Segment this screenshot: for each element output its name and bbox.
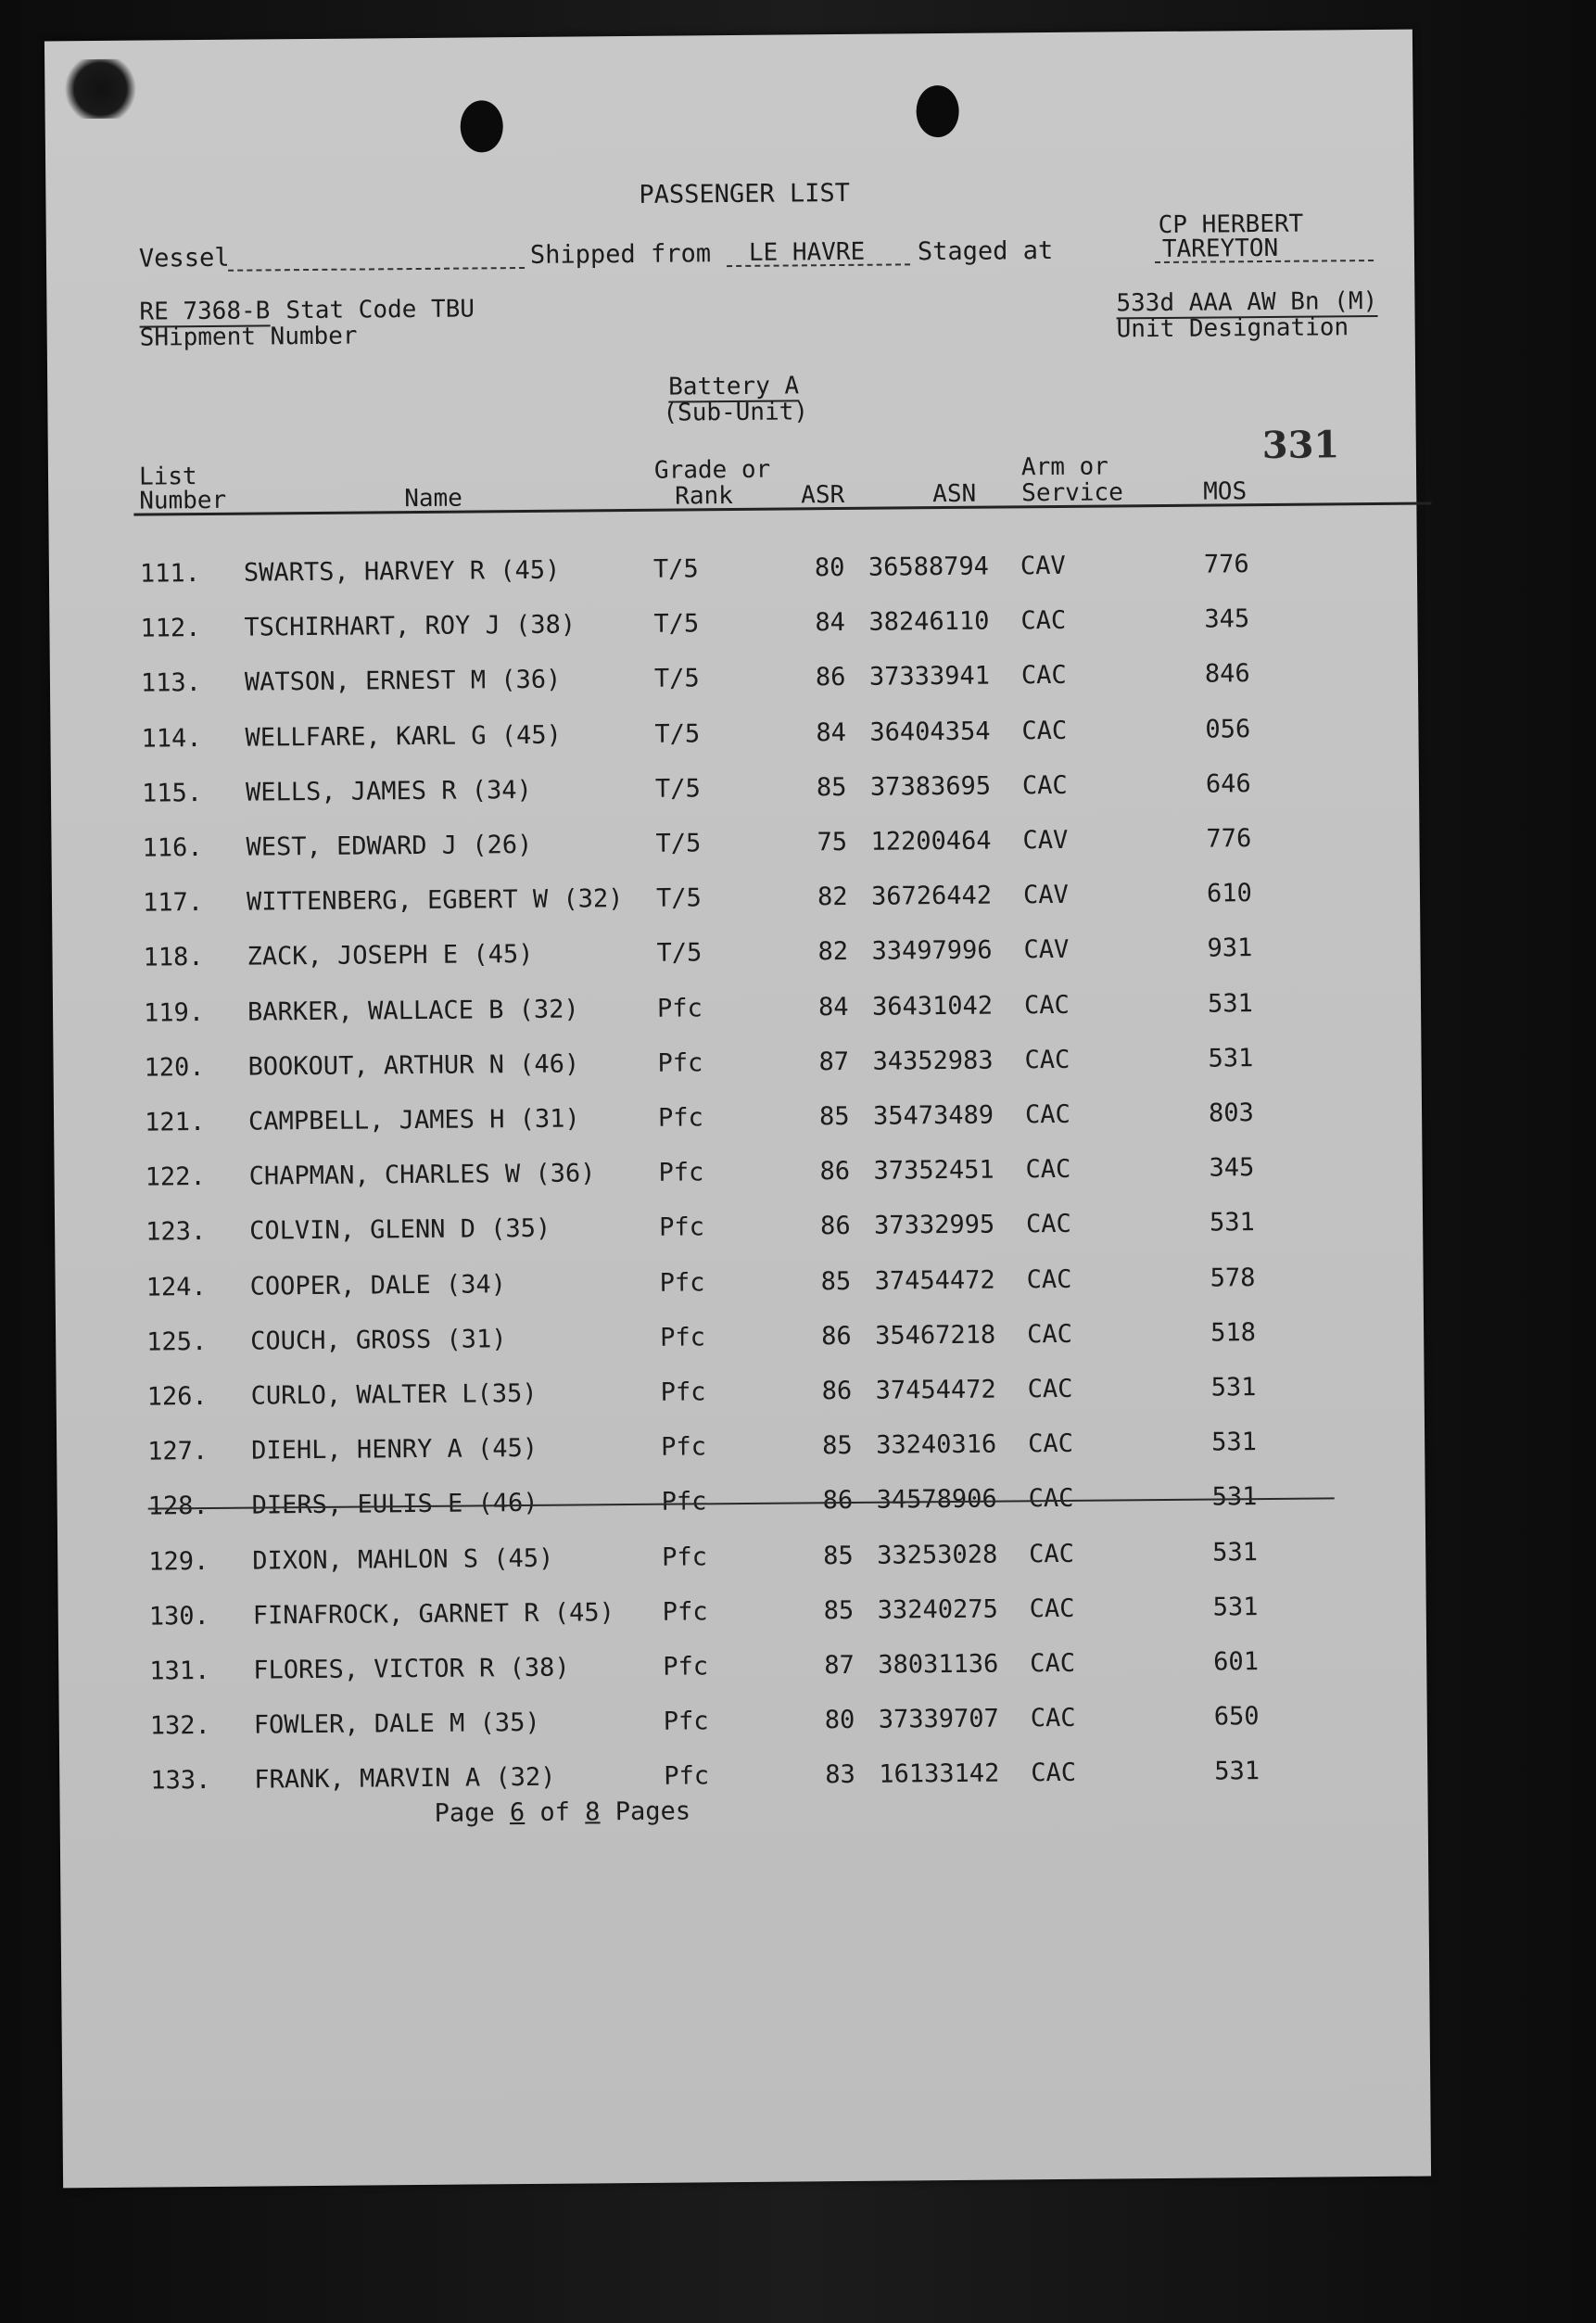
- col-arm-2: Service: [1021, 478, 1123, 508]
- cell-asn: 12200464: [870, 826, 992, 857]
- cell-asr: 83: [825, 1760, 855, 1790]
- cell-asn: 36431042: [871, 991, 994, 1022]
- cell-arm: CAC: [1030, 1704, 1076, 1733]
- cell-num: 123.: [146, 1217, 207, 1247]
- cell-rank: Pfc: [656, 993, 703, 1023]
- cell-num: 131.: [149, 1656, 210, 1686]
- cell-arm: CAC: [1028, 1484, 1074, 1514]
- vessel-label: Vessel: [138, 243, 230, 273]
- cell-asn: 33253028: [877, 1540, 998, 1570]
- cell-asn: 36404354: [869, 717, 991, 747]
- cell-arm: CAV: [1022, 881, 1069, 910]
- cell-arm: CAC: [1021, 770, 1068, 801]
- cell-name: BARKER, WALLACE B (32): [247, 995, 579, 1027]
- cell-arm: CAC: [1025, 1155, 1071, 1185]
- cell-name: FRANK, MARVIN A (32): [254, 1763, 556, 1795]
- cell-num: 113.: [140, 668, 202, 698]
- cell-asn: 34352983: [872, 1046, 994, 1076]
- cell-asr: 80: [814, 552, 845, 583]
- cell-mos: 345: [1204, 604, 1250, 634]
- cell-mos: 531: [1212, 1537, 1259, 1568]
- cell-asn: 33497996: [871, 935, 993, 967]
- cell-asr: 86: [821, 1321, 852, 1352]
- cell-mos: 531: [1209, 1208, 1256, 1238]
- cell-arm: CAC: [1023, 990, 1070, 1020]
- cell-mos: 610: [1206, 879, 1252, 908]
- cell-rank: Pfc: [661, 1487, 707, 1517]
- shipment-number-label: SHipment Number: [139, 322, 358, 352]
- cell-mos: 531: [1210, 1373, 1257, 1403]
- cell-num: 121.: [144, 1108, 206, 1137]
- cell-arm: CAC: [1028, 1429, 1074, 1459]
- cell-num: 119.: [143, 997, 205, 1028]
- vessel-fill-line: [228, 267, 525, 272]
- table-row: [59, 1756, 1427, 1822]
- cell-name: WELLS, JAMES R (34): [245, 775, 532, 807]
- cell-asr: 85: [822, 1431, 853, 1461]
- document-page: [44, 30, 1431, 2189]
- cell-name: DIEHL, HENRY A (45): [251, 1434, 538, 1466]
- cell-num: 132.: [149, 1711, 210, 1741]
- cell-asn: 37333941: [868, 661, 991, 692]
- cell-rank: Pfc: [657, 1048, 703, 1078]
- cell-name: SWARTS, HARVEY R (45): [243, 555, 561, 588]
- staged-at-label: Staged at: [917, 235, 1054, 267]
- cell-mos: 056: [1205, 714, 1251, 744]
- cell-arm: CAC: [1029, 1539, 1075, 1568]
- cell-arm: CAC: [1027, 1319, 1073, 1350]
- cell-arm: CAC: [1031, 1758, 1077, 1788]
- cell-mos: 931: [1207, 933, 1253, 963]
- document-title: PASSENGER LIST: [639, 178, 851, 209]
- cell-arm: CAC: [1020, 606, 1067, 636]
- cell-mos: 646: [1205, 768, 1251, 799]
- cell-name: WITTENBERG, EGBERT W (32): [246, 884, 624, 917]
- cell-num: 129.: [148, 1546, 209, 1577]
- cell-num: 130.: [148, 1601, 209, 1631]
- cell-asr: 86: [819, 1157, 851, 1187]
- cell-asn: 37454472: [874, 1265, 995, 1296]
- cell-asn: 37383695: [869, 771, 992, 802]
- cell-mos: 531: [1214, 1757, 1260, 1786]
- cell-asr: 86: [815, 663, 846, 692]
- cell-rank: Pfc: [657, 1103, 704, 1133]
- cell-asr: 87: [824, 1650, 855, 1681]
- cell-mos: 578: [1210, 1263, 1256, 1293]
- cell-rank: T/5: [654, 718, 701, 749]
- cell-rank: Pfc: [664, 1761, 710, 1792]
- cell-mos: 531: [1212, 1592, 1259, 1622]
- cell-name: DIERS, EULIS E (46): [251, 1489, 538, 1520]
- cell-num: 120.: [144, 1052, 205, 1083]
- unit-designation-value: 533d AAA AW Bn (M): [1116, 286, 1378, 318]
- cell-asr: 75: [817, 827, 848, 857]
- cell-asr: 85: [823, 1595, 855, 1626]
- cell-asn: 34578906: [876, 1484, 997, 1516]
- cell-mos: 531: [1208, 1043, 1254, 1073]
- cell-rank: T/5: [655, 829, 702, 858]
- cell-rank: T/5: [653, 664, 700, 694]
- cell-asr: 84: [816, 717, 847, 747]
- cell-asn: 38246110: [868, 606, 990, 637]
- cell-mos: 846: [1204, 659, 1250, 689]
- cell-asn: 37352451: [873, 1155, 994, 1186]
- cell-arm: CAC: [1027, 1374, 1073, 1404]
- cell-arm: CAC: [1026, 1264, 1072, 1294]
- cell-mos: 601: [1213, 1647, 1260, 1677]
- cell-rank: Pfc: [658, 1212, 705, 1243]
- cell-asr: 85: [823, 1541, 854, 1570]
- ink-blot: [63, 59, 138, 120]
- cell-arm: CAV: [1020, 551, 1066, 581]
- cell-name: COLVIN, GLENN D (35): [249, 1214, 551, 1246]
- cell-name: TSCHIRHART, ROY J (38): [244, 610, 576, 642]
- shipment-number-value: RE 7368-B: [139, 297, 271, 326]
- col-arm-1: Arm or: [1020, 452, 1109, 482]
- unit-designation-label: Unit Designation: [1116, 313, 1349, 344]
- cell-arm: CAC: [1024, 1099, 1070, 1130]
- cell-num: 124.: [146, 1272, 207, 1302]
- col-list-number-1: List: [138, 463, 197, 491]
- cell-rank: Pfc: [660, 1323, 706, 1352]
- col-grade-2: Rank: [675, 482, 733, 511]
- cell-asn: 33240316: [876, 1429, 997, 1460]
- cell-mos: 531: [1211, 1482, 1258, 1512]
- cell-num: 122.: [145, 1162, 206, 1192]
- cell-name: ZACK, JOSEPH E (45): [247, 940, 534, 972]
- col-list-number-2: Number: [139, 486, 227, 515]
- cell-asn: 38031136: [878, 1649, 999, 1680]
- cell-asr: 86: [819, 1212, 851, 1241]
- cell-num: 116.: [142, 833, 203, 863]
- header-rule: [133, 501, 1431, 515]
- stat-code: Stat Code TBU: [285, 295, 475, 325]
- cell-num: 127.: [147, 1437, 209, 1466]
- cell-asr: 82: [817, 882, 848, 912]
- cell-arm: CAC: [1024, 1045, 1070, 1075]
- cell-name: WELLFARE, KARL G (45): [245, 720, 562, 753]
- cell-asr: 86: [821, 1376, 853, 1406]
- cell-arm: CAC: [1025, 1210, 1072, 1239]
- cell-mos: 776: [1203, 550, 1249, 579]
- cell-mos: 650: [1213, 1702, 1260, 1732]
- cell-asr: 85: [818, 1101, 850, 1132]
- cell-name: CHAPMAN, CHARLES W (36): [248, 1159, 596, 1191]
- cell-asr: 82: [817, 937, 849, 967]
- cell-mos: 345: [1209, 1153, 1255, 1183]
- cell-arm: CAC: [1021, 716, 1068, 745]
- cell-asn: 33240275: [877, 1594, 998, 1625]
- cell-arm: CAV: [1022, 825, 1069, 856]
- cell-rank: T/5: [652, 554, 699, 584]
- cell-name: COOPER, DALE (34): [249, 1269, 507, 1301]
- punch-hole-right: [916, 85, 958, 137]
- cell-asn: 35473489: [872, 1100, 994, 1131]
- cell-arm: CAC: [1029, 1593, 1075, 1624]
- cell-asr: 87: [818, 1047, 850, 1077]
- cell-name: BOOKOUT, ARTHUR N (46): [247, 1049, 580, 1082]
- cell-name: COUCH, GROSS (31): [250, 1324, 507, 1356]
- cell-arm: CAV: [1023, 935, 1070, 965]
- cell-asn: 36588794: [868, 552, 990, 582]
- staged-at-value-line2: TAREYTON: [1161, 234, 1279, 263]
- cell-num: 115.: [141, 778, 203, 808]
- cell-name: WATSON, ERNEST M (36): [244, 666, 562, 698]
- cell-rank: Pfc: [662, 1542, 708, 1572]
- col-asn: ASN: [932, 479, 977, 509]
- cell-num: 118.: [143, 943, 204, 972]
- cell-mos: 531: [1211, 1428, 1258, 1457]
- cell-asn: 37454472: [875, 1375, 996, 1405]
- cell-rank: T/5: [655, 883, 702, 913]
- cell-mos: 518: [1210, 1317, 1257, 1348]
- cell-asn: 16133142: [879, 1758, 1000, 1790]
- shipped-from-value: LE HAVRE: [748, 237, 866, 267]
- sub-unit-value: Battery A: [668, 372, 800, 401]
- of-label: of: [539, 1797, 571, 1827]
- cell-asn: 36726442: [870, 881, 993, 911]
- cell-num: 111.: [139, 559, 201, 589]
- cell-num: 114.: [141, 723, 202, 754]
- cell-mos: 803: [1208, 1098, 1254, 1128]
- cell-num: 133.: [150, 1766, 211, 1796]
- page-current: 6: [509, 1798, 526, 1828]
- cell-rank: Pfc: [658, 1158, 704, 1187]
- cell-num: 117.: [142, 888, 204, 918]
- cell-rank: Pfc: [660, 1377, 706, 1407]
- cell-asr: 86: [822, 1486, 854, 1516]
- cell-rank: T/5: [656, 938, 703, 969]
- cell-name: FOWLER, DALE M (35): [253, 1708, 540, 1740]
- staged-at-value-line1: CP HERBERT: [1158, 209, 1304, 240]
- cell-asn: 37332995: [873, 1210, 995, 1241]
- page-footer: [434, 1796, 690, 1827]
- cell-asr: 84: [817, 992, 849, 1022]
- cell-rank: Pfc: [659, 1267, 705, 1298]
- cell-mos: 531: [1207, 988, 1253, 1019]
- col-name: Name: [404, 484, 462, 514]
- cell-rank: Pfc: [662, 1597, 708, 1627]
- cell-asr: 85: [816, 772, 847, 803]
- col-mos: MOS: [1203, 477, 1248, 506]
- cell-asn: 37339707: [878, 1704, 999, 1734]
- cell-name: WEST, EDWARD J (26): [246, 830, 533, 862]
- cell-name: CAMPBELL, JAMES H (31): [247, 1104, 580, 1136]
- cell-asr: 84: [815, 608, 846, 638]
- cell-asr: 80: [824, 1706, 855, 1735]
- cell-name: CURLO, WALTER L(35): [250, 1378, 538, 1411]
- cell-rank: T/5: [653, 609, 700, 639]
- cell-arm: CAC: [1030, 1648, 1076, 1679]
- cell-rank: T/5: [654, 774, 701, 804]
- cell-rank: Pfc: [663, 1652, 709, 1682]
- col-grade-1: Grade or: [653, 455, 771, 485]
- punch-hole-left: [460, 100, 502, 152]
- cell-rank: Pfc: [661, 1432, 707, 1462]
- cell-name: DIXON, MAHLON S (45): [252, 1543, 554, 1576]
- col-asr: ASR: [801, 480, 845, 510]
- page-total: 8: [585, 1797, 601, 1827]
- cell-arm: CAC: [1020, 661, 1067, 691]
- cell-rank: Pfc: [663, 1707, 709, 1736]
- cell-name: FINAFROCK, GARNET R (45): [252, 1597, 615, 1631]
- cell-asn: 35467218: [875, 1320, 996, 1351]
- pages-label: Pages: [614, 1796, 691, 1827]
- page-label: Page: [434, 1798, 495, 1828]
- cell-num: 128.: [147, 1492, 209, 1521]
- sub-unit-label: (Sub-Unit): [663, 398, 809, 427]
- cell-num: 112.: [140, 614, 201, 643]
- cell-num: 126.: [146, 1382, 208, 1412]
- cell-asr: 85: [820, 1266, 852, 1296]
- cell-name: FLORES, VICTOR R (38): [253, 1653, 570, 1685]
- cell-num: 125.: [146, 1327, 208, 1357]
- file-number: 331: [1261, 423, 1340, 468]
- cell-mos: 776: [1206, 824, 1252, 854]
- shipped-from-label: Shipped from: [529, 239, 712, 270]
